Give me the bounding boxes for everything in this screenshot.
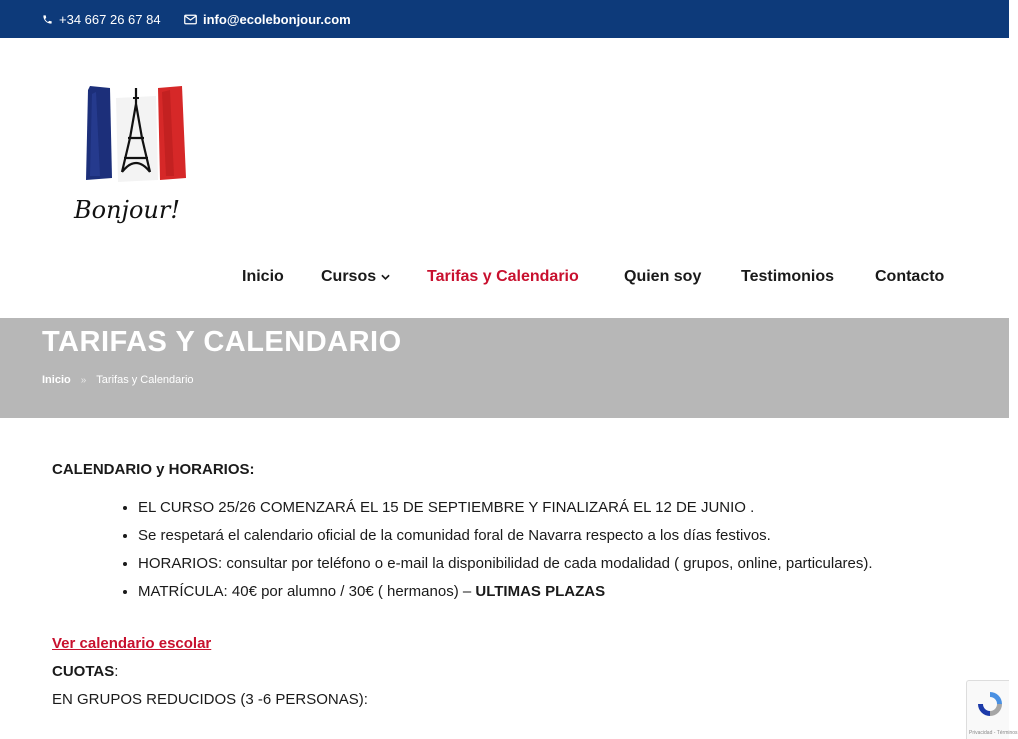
email-contact[interactable] (184, 12, 351, 27)
chevron-down-icon (381, 274, 390, 281)
breadcrumb (42, 374, 194, 386)
nav-item-cursos[interactable] (321, 268, 390, 286)
main-nav (0, 268, 1009, 288)
breadcrumb-separator-icon: » (80, 374, 87, 386)
info-list (138, 494, 952, 606)
eiffel-tower-flag-logo-icon (70, 68, 202, 228)
email-address: info@ecolebonjour.com (203, 12, 351, 27)
nav-item-inicio[interactable] (242, 268, 284, 286)
cuotas-colon: : (114, 663, 119, 680)
matricula-text: MATRÍCULA: 40€ por alumno / 30€ ( hermanos) – (138, 583, 476, 600)
recaptcha-icon (975, 689, 1005, 719)
breadcrumb-home-link[interactable]: Inicio (42, 374, 71, 386)
nav-item-testimonios[interactable] (741, 268, 834, 286)
nav-item-label: Quien soy (624, 268, 702, 285)
site-logo[interactable] (70, 68, 202, 228)
list-item: • Se respetará el calendario oficial de la comunidad foral de Navarra respecto a los días festivos. (138, 522, 952, 550)
envelope-icon (184, 14, 197, 25)
breadcrumb-current: Tarifas y Calendario (96, 374, 194, 386)
calendar-link[interactable]: Ver calendario escolar (52, 635, 212, 652)
nav-item-label: Cursos (321, 268, 377, 285)
phone-contact[interactable] (42, 12, 161, 27)
list-item-matricula (138, 578, 952, 606)
section-title: CALENDARIO y HORARIOS: (52, 461, 255, 478)
page-title-bar (0, 318, 1009, 418)
list-item: • EL CURSO 25/26 COMENZARÁ EL 15 DE SEPTIEMBRE Y FINALIZARÁ EL 12 DE JUNIO . (138, 494, 952, 522)
nav-item-contacto[interactable] (875, 268, 944, 286)
nav-item-label: Testimonios (741, 268, 835, 285)
logo-text: Bonjour! (74, 196, 181, 224)
nav-item-tarifas[interactable] (427, 268, 579, 286)
phone-icon (42, 14, 53, 25)
top-bar (0, 0, 1009, 38)
recaptcha-badge[interactable] (966, 680, 1018, 739)
main-content (52, 456, 952, 714)
nav-item-label: Inicio (242, 268, 284, 285)
nav-item-quien-soy[interactable] (624, 268, 701, 286)
phone-number: +34 667 26 67 84 (59, 12, 161, 27)
recaptcha-terms[interactable]: Privacidad - Términos (969, 730, 1018, 736)
page-title: TARIFAS Y CALENDARIO (42, 326, 402, 358)
grupos-line: EN GRUPOS REDUCIDOS (3 -6 PERSONAS): (52, 691, 368, 708)
nav-item-label: Contacto (875, 268, 945, 285)
list-item: • HORARIOS: consultar por teléfono o e-mail la disponibilidad de cada modalidad ( grupos, online, particulares). (138, 550, 952, 578)
cuotas-line (52, 658, 952, 686)
matricula-highlight: ULTIMAS PLAZAS (475, 583, 606, 600)
cuotas-label: CUOTAS (52, 663, 115, 680)
nav-item-label: Tarifas y Calendario (427, 268, 579, 285)
